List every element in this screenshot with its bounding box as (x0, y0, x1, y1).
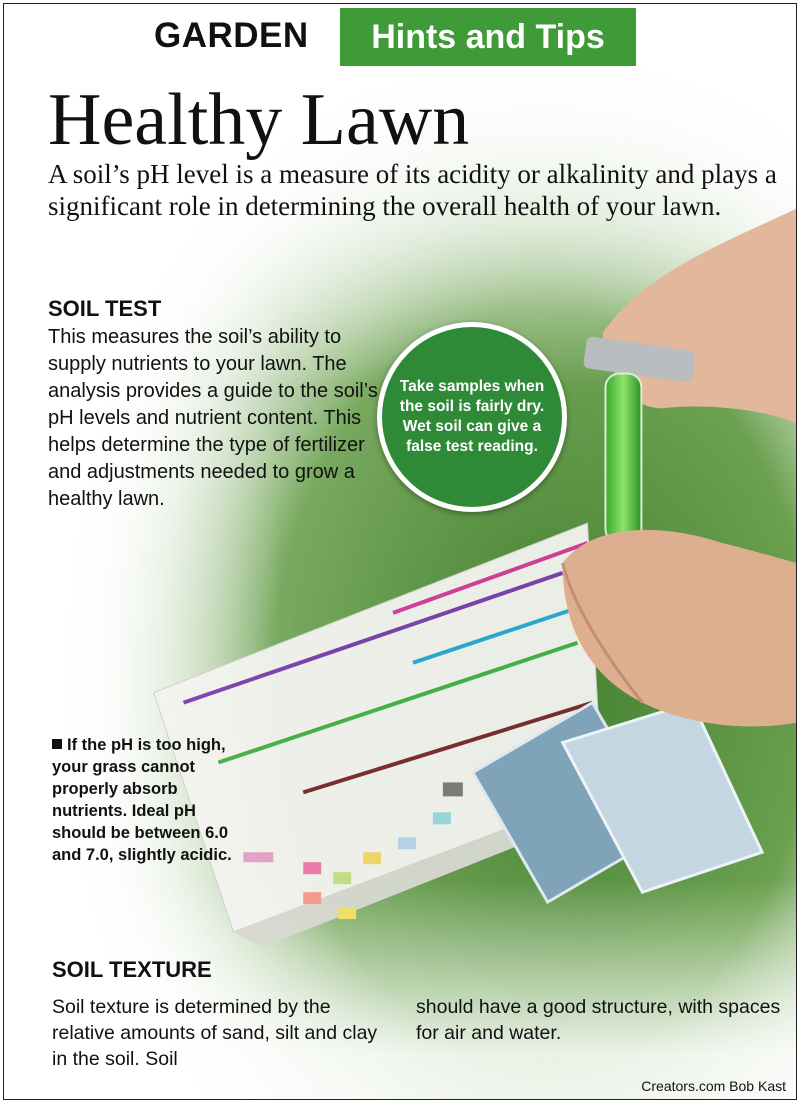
infographic-page (3, 3, 797, 1100)
square-bullet-icon (52, 739, 62, 749)
soil-texture-text-col2: should have a good structure, with spaces for air and water. (416, 996, 781, 1044)
soil-texture-text-col1: Soil texture is determined by the relative amounts of sand, silt and clay in the soil. Soil (52, 996, 378, 1070)
page-title: Healthy Lawn (48, 79, 470, 161)
hints-banner: Hints and Tips (340, 8, 636, 66)
soil-test-text: This measures the soil’s ability to supply nutrients to your lawn. The analysis provides a guide to the soil’s pH levels and nutrient content. This helps determine the type of fertilizer and adjustments needed to grow a healthy lawn. (48, 326, 378, 510)
soil-texture-heading: SOIL TEXTURE (52, 957, 212, 982)
section-label: GARDEN (154, 16, 309, 55)
soil-test-heading: SOIL TEST (48, 296, 162, 321)
sampling-tip-text: Take samples when the soil is fairly dry. Wet soil can give a false test reading. (399, 378, 545, 455)
ph-note-text: If the pH is too high, your grass cannot properly absorb nutrients. Ideal pH should be between 6.0 and 7.0, slightly acidic. (52, 736, 232, 864)
ph-note (52, 734, 252, 866)
sampling-tip-callout (377, 322, 567, 512)
credit-line: Creators.com Bob Kast (641, 1078, 786, 1094)
intro-paragraph: A soil’s pH level is a measure of its acidity or alkalinity and plays a significant role in determining the overall health of your lawn. (48, 159, 777, 221)
